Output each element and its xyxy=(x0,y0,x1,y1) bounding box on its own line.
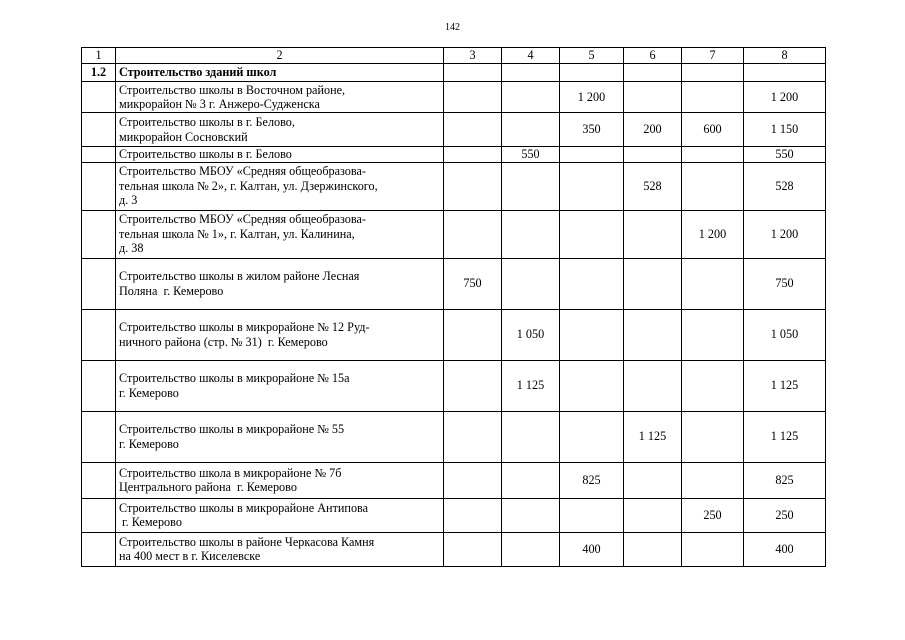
description-line: ничного района (стр. № 31) г. Кемерово xyxy=(119,334,328,349)
description-line: д. 3 xyxy=(119,193,138,208)
description-line: микрорайон № 3 г. Анжеро-Судженска xyxy=(119,97,320,111)
value-cell-8: 1 200 xyxy=(744,82,826,113)
value-cell-7 xyxy=(682,309,744,360)
row-number-cell xyxy=(82,309,116,360)
table-row xyxy=(82,82,826,113)
value-cell-4 xyxy=(502,462,560,498)
col-header-1: 1 xyxy=(82,48,116,64)
value-cell-3 xyxy=(444,532,502,566)
value-cell-3 xyxy=(444,411,502,462)
value-cell-4 xyxy=(502,82,560,113)
col-header-8: 8 xyxy=(744,48,826,64)
value-cell-6 xyxy=(624,82,682,113)
description-line: Строительство МБОУ «Средняя общеобразова- xyxy=(119,212,366,227)
value-cell-8: 1 125 xyxy=(744,360,826,411)
value-cell-6 xyxy=(624,462,682,498)
value-cell-5: 400 xyxy=(560,532,624,566)
section-number: 1.2 xyxy=(82,64,116,82)
description-line: тельная школа № 2», г. Калтан, ул. Дзержинского, xyxy=(119,178,378,193)
table-cell xyxy=(624,64,682,82)
value-cell-4 xyxy=(502,210,560,258)
table-row xyxy=(82,498,826,532)
value-cell-6: 200 xyxy=(624,113,682,147)
description-line: Строительство школы в г. Белово, xyxy=(119,115,295,129)
value-cell-4 xyxy=(502,532,560,566)
row-number-cell xyxy=(82,498,116,532)
value-cell-7 xyxy=(682,82,744,113)
value-cell-4 xyxy=(502,113,560,147)
description-line: д. 38 xyxy=(119,241,144,256)
row-number-cell xyxy=(82,462,116,498)
value-cell-5 xyxy=(560,210,624,258)
row-number-cell xyxy=(82,162,116,210)
description-line: на 400 мест в г. Киселевске xyxy=(119,549,261,563)
row-number-cell xyxy=(82,147,116,163)
table-row xyxy=(82,411,826,462)
value-cell-3 xyxy=(444,113,502,147)
description-line: Строительство МБОУ «Средняя общеобразова- xyxy=(119,164,366,179)
col-header-2: 2 xyxy=(116,48,444,64)
table-cell xyxy=(444,64,502,82)
description-line: Строительство школы в микрорайоне № 12 Руд- xyxy=(119,320,370,334)
description-line: Строительство школа в микрорайоне № 7б xyxy=(119,465,342,480)
description-line: микрорайон Сосновский xyxy=(119,129,248,144)
value-cell-7: 250 xyxy=(682,498,744,532)
row-description xyxy=(116,309,444,360)
value-cell-4: 550 xyxy=(502,147,560,163)
value-cell-7 xyxy=(682,462,744,498)
row-number-cell xyxy=(82,258,116,309)
row-description xyxy=(116,532,444,566)
row-description xyxy=(116,210,444,258)
value-cell-8: 1 200 xyxy=(744,210,826,258)
row-description xyxy=(116,462,444,498)
value-cell-7 xyxy=(682,532,744,566)
description-line: Строительство школы в районе Черкасова Камня xyxy=(119,534,375,549)
value-cell-6 xyxy=(624,498,682,532)
row-number-cell xyxy=(82,82,116,113)
value-cell-4: 1 125 xyxy=(502,360,560,411)
table-row xyxy=(82,360,826,411)
value-cell-7 xyxy=(682,360,744,411)
value-cell-8: 528 xyxy=(744,162,826,210)
table-row xyxy=(82,147,826,163)
table-cell xyxy=(682,64,744,82)
row-number-cell xyxy=(82,113,116,147)
value-cell-8: 1 150 xyxy=(744,113,826,147)
value-cell-7: 1 200 xyxy=(682,210,744,258)
value-cell-7 xyxy=(682,162,744,210)
header-row xyxy=(82,48,826,64)
page-number: 142 xyxy=(445,22,460,33)
value-cell-5: 1 200 xyxy=(560,82,624,113)
row-number-cell xyxy=(82,411,116,462)
value-cell-5 xyxy=(560,360,624,411)
value-cell-8: 400 xyxy=(744,532,826,566)
row-description xyxy=(116,82,444,113)
table-row xyxy=(82,258,826,309)
row-description xyxy=(116,360,444,411)
table-cell xyxy=(502,64,560,82)
row-description xyxy=(116,411,444,462)
description-line: тельная школа № 1», г. Калтан, ул. Калинина, xyxy=(119,226,355,241)
value-cell-3 xyxy=(444,360,502,411)
value-cell-5: 825 xyxy=(560,462,624,498)
value-cell-7 xyxy=(682,147,744,163)
table-row xyxy=(82,113,826,147)
table-row xyxy=(82,462,826,498)
value-cell-8: 550 xyxy=(744,147,826,163)
value-cell-8: 825 xyxy=(744,462,826,498)
description-line: г. Кемерово xyxy=(119,436,179,451)
row-description xyxy=(116,258,444,309)
value-cell-6 xyxy=(624,210,682,258)
row-description xyxy=(116,113,444,147)
value-cell-4 xyxy=(502,162,560,210)
value-cell-5 xyxy=(560,498,624,532)
value-cell-4 xyxy=(502,498,560,532)
description-line: Строительство школы в жилом районе Лесная xyxy=(119,269,360,283)
value-cell-5 xyxy=(560,309,624,360)
value-cell-6 xyxy=(624,258,682,309)
value-cell-6 xyxy=(624,532,682,566)
col-header-6: 6 xyxy=(624,48,682,64)
row-number-cell xyxy=(82,360,116,411)
col-header-7: 7 xyxy=(682,48,744,64)
value-cell-5 xyxy=(560,147,624,163)
value-cell-7: 600 xyxy=(682,113,744,147)
value-cell-3 xyxy=(444,210,502,258)
value-cell-5 xyxy=(560,258,624,309)
description-line: г. Кемерово xyxy=(119,515,182,529)
value-cell-8: 1 050 xyxy=(744,309,826,360)
value-cell-8: 250 xyxy=(744,498,826,532)
value-cell-4: 1 050 xyxy=(502,309,560,360)
value-cell-5: 350 xyxy=(560,113,624,147)
value-cell-6 xyxy=(624,360,682,411)
value-cell-3 xyxy=(444,462,502,498)
value-cell-4 xyxy=(502,258,560,309)
value-cell-7 xyxy=(682,411,744,462)
value-cell-3: 750 xyxy=(444,258,502,309)
value-cell-6: 528 xyxy=(624,162,682,210)
description-line: Центрального района г. Кемерово xyxy=(119,480,297,494)
description-line: Строительство школы в Восточном районе, xyxy=(119,82,346,97)
col-header-4: 4 xyxy=(502,48,560,64)
value-cell-6: 1 125 xyxy=(624,411,682,462)
description-line: Строительство школы в г. Белово xyxy=(119,147,292,161)
value-cell-5 xyxy=(560,162,624,210)
value-cell-3 xyxy=(444,147,502,163)
row-description xyxy=(116,498,444,532)
table-row xyxy=(82,309,826,360)
table-cell xyxy=(560,64,624,82)
value-cell-7 xyxy=(682,258,744,309)
description-line: Строительство школы в микрорайоне № 55 xyxy=(119,422,345,436)
row-description xyxy=(116,162,444,210)
description-line: Строительство школы в микрорайоне Антипова xyxy=(119,500,369,515)
col-header-5: 5 xyxy=(560,48,624,64)
value-cell-8: 750 xyxy=(744,258,826,309)
row-description xyxy=(116,147,444,163)
value-cell-3 xyxy=(444,162,502,210)
section-row xyxy=(82,64,826,82)
value-cell-6 xyxy=(624,309,682,360)
section-title: Строительство зданий школ xyxy=(116,64,444,82)
value-cell-8: 1 125 xyxy=(744,411,826,462)
table-row xyxy=(82,162,826,210)
value-cell-3 xyxy=(444,82,502,113)
table-row xyxy=(82,532,826,566)
value-cell-3 xyxy=(444,309,502,360)
table-cell xyxy=(744,64,826,82)
budget-table xyxy=(81,47,826,567)
value-cell-5 xyxy=(560,411,624,462)
value-cell-4 xyxy=(502,411,560,462)
value-cell-6 xyxy=(624,147,682,163)
row-number-cell xyxy=(82,210,116,258)
value-cell-3 xyxy=(444,498,502,532)
row-number-cell xyxy=(82,532,116,566)
description-line: Строительство школы в микрорайоне № 15а xyxy=(119,371,350,385)
table-row xyxy=(82,210,826,258)
description-line: Поляна г. Кемерово xyxy=(119,283,224,298)
description-line: г. Кемерово xyxy=(119,385,179,400)
col-header-3: 3 xyxy=(444,48,502,64)
